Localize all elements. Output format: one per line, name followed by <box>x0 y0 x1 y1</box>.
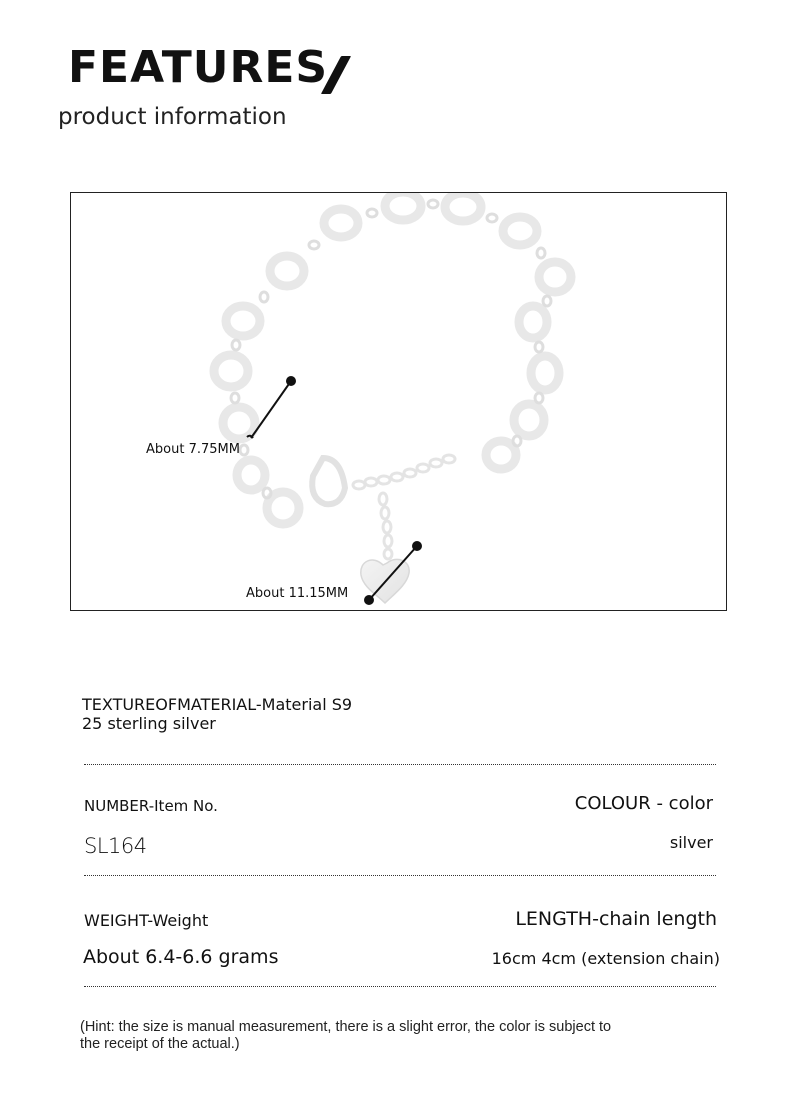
hint-line-2: the receipt of the actual.) <box>80 1036 240 1052</box>
hint-line-1: (Hint: the size is manual measurement, there is a slight error, the color is subject to <box>80 1019 612 1035</box>
extension-chain <box>353 455 455 559</box>
dimension-label-heart: About 11.15MM <box>246 586 349 601</box>
divider <box>84 986 716 987</box>
lobster-clasp-icon <box>312 458 345 504</box>
page-title: FEATURES <box>68 42 329 93</box>
divider <box>84 875 716 876</box>
colour-value: silver <box>669 833 713 852</box>
weight-value: About 6.4-6.6 grams <box>83 946 279 968</box>
colour-label: COLOUR - color <box>574 793 713 814</box>
length-value: 16cm 4cm (extension chain) <box>491 949 720 968</box>
weight-label: WEIGHT-Weight <box>84 911 209 930</box>
item-number-value: SL164 <box>84 834 147 858</box>
material-label-cont: 25 sterling silver <box>82 714 216 734</box>
bracelet-illustration <box>71 193 727 611</box>
page-subtitle: product information <box>58 104 287 130</box>
dimension-label-link: About 7.75MM <box>146 442 240 457</box>
item-number-label: NUMBER-Item No. <box>84 797 218 815</box>
divider <box>84 764 716 765</box>
length-label: LENGTH-chain length <box>515 908 717 930</box>
small-connector-links <box>231 200 551 498</box>
hint-note <box>80 1019 720 1053</box>
spec-material <box>82 695 718 733</box>
material-label: TEXTUREOFMATERIAL-Material S9 <box>82 695 353 714</box>
product-image-frame <box>70 192 727 611</box>
